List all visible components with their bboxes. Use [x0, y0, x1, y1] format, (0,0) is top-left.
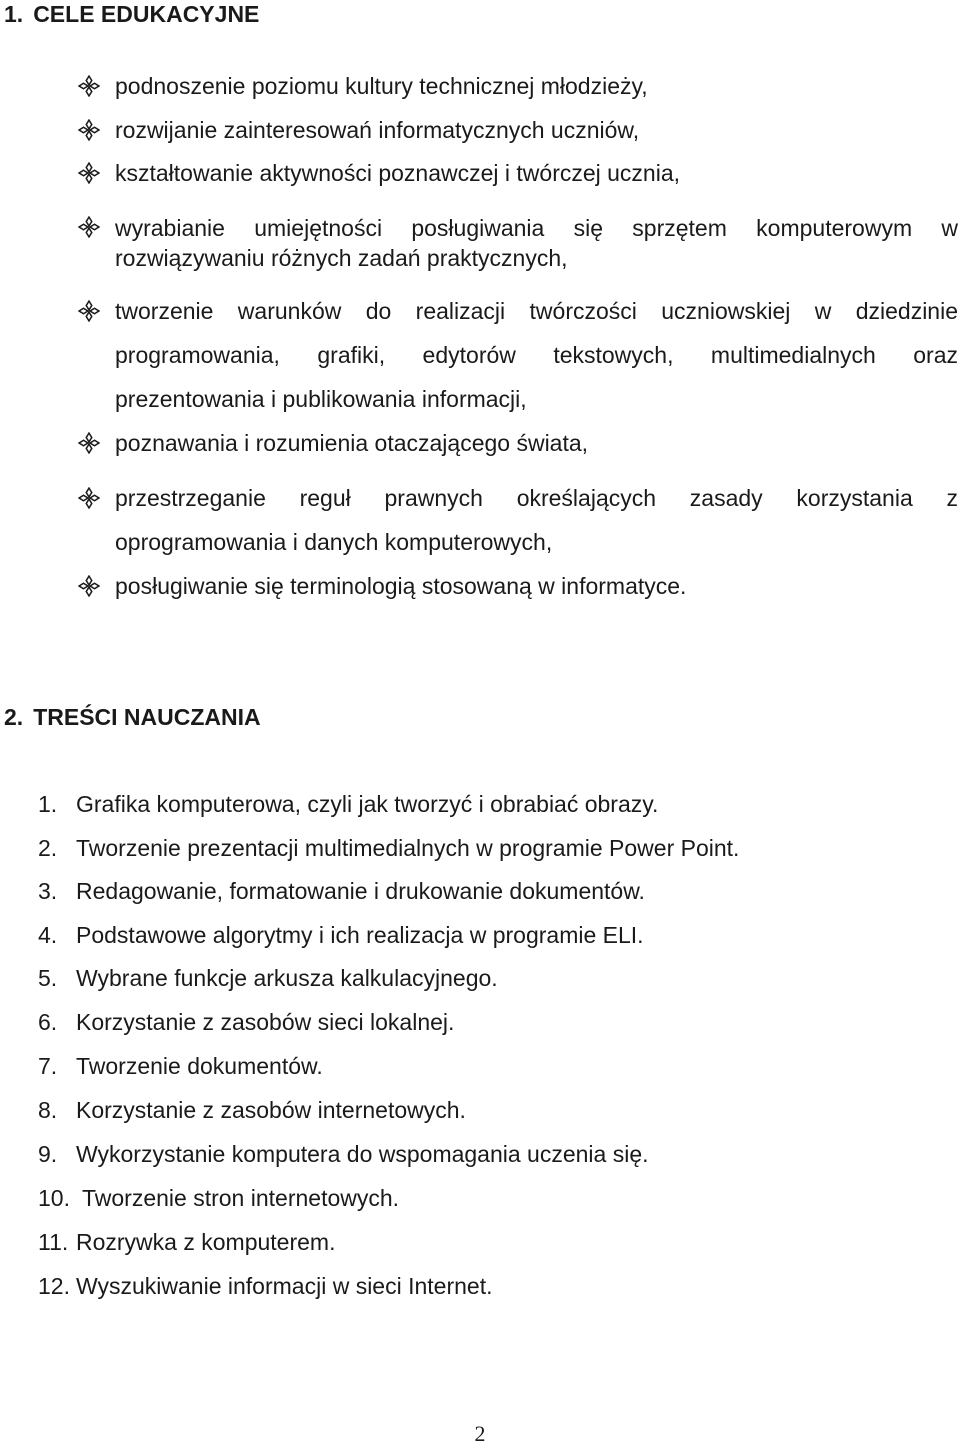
item-number: 6.	[38, 1009, 58, 1035]
item-number: 1.	[38, 791, 58, 817]
item-text: Wyszukiwanie informacji w sieci Internet.	[76, 1273, 493, 1299]
list-item	[38, 1052, 323, 1081]
list-item	[38, 921, 644, 950]
list-item	[38, 1140, 649, 1169]
section-2-heading	[4, 703, 261, 732]
four-diamond-bullet-icon	[78, 487, 100, 509]
item-number: 4.	[38, 922, 58, 948]
goal-text: przestrzeganie reguł prawnych określających zasady korzystania z oprogramowania i danych komputerowych,	[115, 485, 958, 555]
list-item	[38, 790, 658, 819]
list-item	[38, 1096, 466, 1125]
four-diamond-bullet-icon	[78, 216, 100, 238]
section-2-title: TREŚCI NAUCZANIA	[33, 704, 261, 730]
item-text: Redagowanie, formatowanie i drukowanie dokumentów.	[76, 878, 645, 904]
item-text: Podstawowe algorytmy i ich realizacja w programie ELI.	[76, 922, 644, 948]
list-item	[38, 877, 645, 906]
item-text: Korzystanie z zasobów sieci lokalnej.	[76, 1009, 455, 1035]
list-item	[38, 964, 498, 993]
list-item	[38, 1228, 335, 1257]
four-diamond-bullet-icon	[78, 119, 100, 141]
page-number: 2	[474, 1421, 486, 1446]
item-text: Wykorzystanie komputera do wspomagania uczenia się.	[76, 1141, 649, 1167]
goal-text: posługiwanie się terminologią stosowaną w informatyce.	[115, 573, 687, 599]
item-text: Tworzenie prezentacji multimedialnych w programie Power Point.	[76, 835, 740, 861]
goal-text: tworzenie warunków do realizacji twórczości uczniowskiej w dziedzinie programowania, grafiki, edytorów tekstowych, multimedialnych oraz prezentowania i publikowania informacji,	[115, 298, 958, 412]
four-diamond-bullet-icon	[78, 300, 100, 322]
item-number: 7.	[38, 1053, 58, 1079]
item-number: 8.	[38, 1097, 58, 1123]
list-item	[38, 834, 739, 863]
four-diamond-bullet-icon	[78, 162, 100, 184]
item-text: Wybrane funkcje arkusza kalkulacyjnego.	[76, 965, 498, 991]
item-text: Grafika komputerowa, czyli jak tworzyć i obrabiać obrazy.	[76, 791, 659, 817]
item-number: 10.	[38, 1185, 70, 1211]
four-diamond-bullet-icon	[78, 75, 100, 97]
item-number: 2.	[38, 835, 58, 861]
list-item	[38, 1008, 454, 1037]
item-number: 12.	[38, 1273, 70, 1299]
goal-text: kształtowanie aktywności poznawczej i twórczej ucznia,	[115, 160, 681, 186]
goal-text: podnoszenie poziomu kultury technicznej młodzieży,	[115, 73, 648, 99]
goal-text: poznawania i rozumienia otaczającego świata,	[115, 430, 589, 456]
item-text: Rozrywka z komputerem.	[76, 1229, 336, 1255]
item-number: 3.	[38, 878, 58, 904]
section-1-title: CELE EDUKACYJNE	[33, 1, 260, 27]
item-text: Korzystanie z zasobów internetowych.	[76, 1097, 466, 1123]
item-number: 11.	[38, 1229, 69, 1255]
list-item	[38, 1272, 492, 1301]
list-item	[38, 1184, 399, 1213]
section-1-number: 1.	[4, 1, 24, 27]
four-diamond-bullet-icon	[78, 575, 100, 597]
item-number: 9.	[38, 1141, 58, 1167]
section-1-heading	[4, 0, 259, 29]
item-text: Tworzenie dokumentów.	[76, 1053, 323, 1079]
goal-text: wyrabianie umiejętności posługiwania się sprzętem komputerowym w rozwiązywaniu różnych zadań praktycznych,	[115, 215, 958, 271]
item-number: 5.	[38, 965, 58, 991]
goal-text: rozwijanie zainteresowań informatycznych uczniów,	[115, 117, 640, 143]
section-2-number: 2.	[4, 704, 24, 730]
item-text: Tworzenie stron internetowych.	[82, 1185, 400, 1211]
four-diamond-bullet-icon	[78, 432, 100, 454]
